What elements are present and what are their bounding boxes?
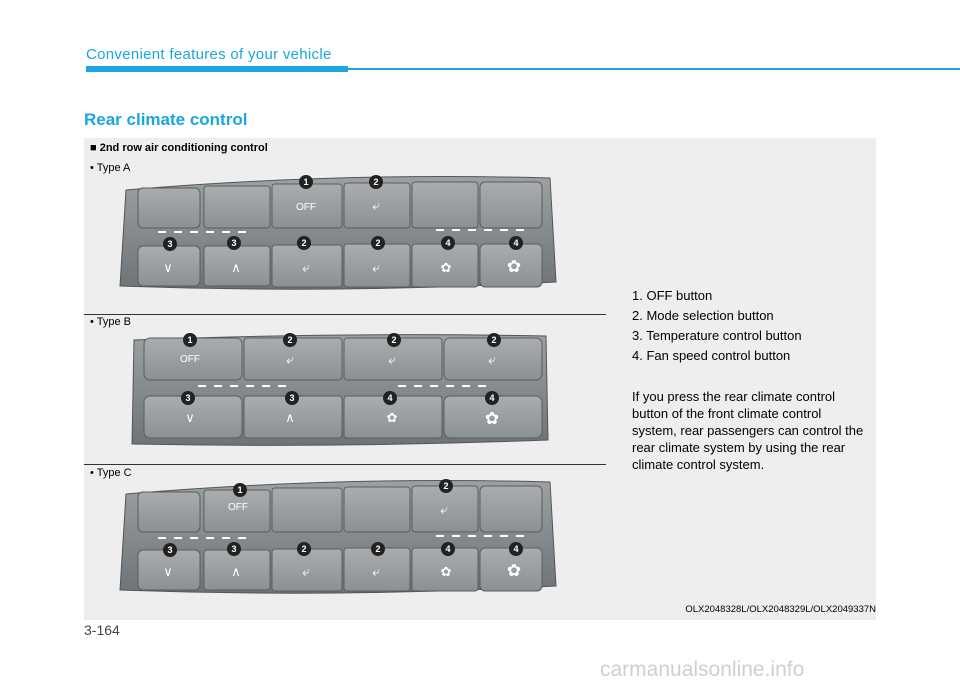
svg-text:2: 2 xyxy=(375,238,381,248)
temp-down-icon: ∨ xyxy=(163,260,173,275)
temp-down-icon: ∨ xyxy=(185,410,195,425)
svg-text:2: 2 xyxy=(491,335,497,345)
description-paragraph: If you press the rear climate control button of the front climate control system, rear passengers can control the rear climate system by using the rear climate control system. xyxy=(632,389,864,472)
image-code: OLX2048328L/OLX2048329L/OLX2049337N xyxy=(685,604,876,615)
temp-down-icon: ∨ xyxy=(163,564,173,579)
svg-text:3: 3 xyxy=(289,393,295,403)
svg-text:1: 1 xyxy=(303,177,309,187)
watermark: carmanualsonline.info xyxy=(600,658,805,681)
separator xyxy=(84,464,606,465)
svg-text:2: 2 xyxy=(443,481,449,491)
mode-face-feet-icon: ⤶ xyxy=(388,351,396,367)
temp-up-icon: ∧ xyxy=(285,410,295,425)
mode-face-icon: ⤶ xyxy=(286,351,294,367)
off-button-label: OFF xyxy=(228,502,248,513)
type-c-label: • Type C xyxy=(90,467,132,479)
legend-item-fan: 4. Fan speed control button xyxy=(632,348,791,363)
svg-text:2: 2 xyxy=(287,335,293,345)
header-bar xyxy=(86,66,348,72)
temp-up-icon: ∧ xyxy=(231,564,241,579)
mode-face-feet-icon: ⤶ xyxy=(302,563,310,579)
fan-low-icon: ✿ xyxy=(440,564,452,579)
section-header: Convenient features of your vehicle xyxy=(86,46,332,63)
legend-item-off: 1. OFF button xyxy=(632,288,713,303)
page-number: 3-164 xyxy=(84,622,120,638)
svg-text:4: 4 xyxy=(445,238,451,248)
fan-high-icon: ✿ xyxy=(506,257,522,276)
svg-text:2: 2 xyxy=(373,177,379,187)
legend-item-temp: 3. Temperature control button xyxy=(632,328,802,343)
svg-text:2: 2 xyxy=(391,335,397,345)
mode-face-icon: ⤶ xyxy=(440,501,448,517)
mode-face-feet-icon: ⤶ xyxy=(302,259,310,275)
svg-text:4: 4 xyxy=(387,393,393,403)
svg-text:1: 1 xyxy=(237,485,243,495)
type-b-label: • Type B xyxy=(90,316,131,328)
mode-feet-icon: ⤶ xyxy=(372,563,380,579)
svg-text:2: 2 xyxy=(301,238,307,248)
fan-high-icon: ✿ xyxy=(506,561,522,580)
svg-text:3: 3 xyxy=(231,544,237,554)
page-title: Rear climate control xyxy=(84,110,248,129)
off-button-label: OFF xyxy=(180,354,200,365)
figure-subheading: ■ 2nd row air conditioning control xyxy=(90,142,268,154)
svg-text:2: 2 xyxy=(301,544,307,554)
type-a-control-panel xyxy=(118,170,558,296)
svg-text:4: 4 xyxy=(445,544,451,554)
svg-text:3: 3 xyxy=(167,239,173,249)
svg-text:3: 3 xyxy=(231,238,237,248)
legend-item-mode: 2. Mode selection button xyxy=(632,308,774,323)
mode-face-icon: ⤶ xyxy=(372,197,380,213)
svg-text:2: 2 xyxy=(375,544,381,554)
type-a-label: • Type A xyxy=(90,162,131,174)
separator xyxy=(84,314,606,315)
svg-text:4: 4 xyxy=(513,544,519,554)
mode-feet-icon: ⤶ xyxy=(488,351,496,367)
svg-text:4: 4 xyxy=(513,238,519,248)
off-button-label: OFF xyxy=(296,202,316,213)
mode-feet-icon: ⤶ xyxy=(372,259,380,275)
temp-up-icon: ∧ xyxy=(231,260,241,275)
header-rule xyxy=(348,68,960,70)
fan-high-icon: ✿ xyxy=(484,409,500,428)
fan-low-icon: ✿ xyxy=(440,260,452,275)
svg-text:3: 3 xyxy=(167,545,173,555)
svg-text:1: 1 xyxy=(187,335,193,345)
type-c-control-panel xyxy=(118,474,558,600)
type-b-control-panel xyxy=(128,326,552,450)
svg-text:4: 4 xyxy=(489,393,495,403)
svg-text:3: 3 xyxy=(185,393,191,403)
fan-low-icon: ✿ xyxy=(386,410,398,425)
